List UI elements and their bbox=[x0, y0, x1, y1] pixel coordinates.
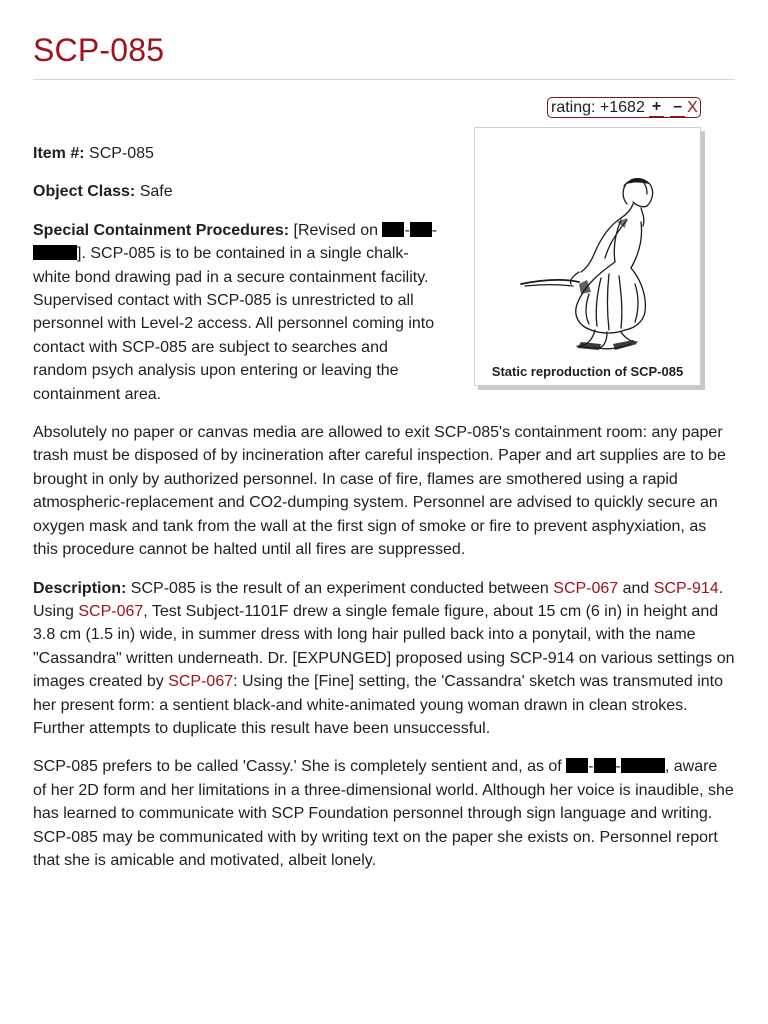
rating-module bbox=[547, 97, 701, 118]
description-text: , Test Subject-1101F drew a single female figure, about 15 cm (6 in) in height and 3.8 cm (1.5 in) wide, in summer dress with long hair pulled back into a ponytail, with the name "Cassandra" written underneath. Dr. [EXPUNGED] proposed using SCP-914 on various settings on images created by bbox=[33, 602, 735, 691]
page-title: SCP-085 bbox=[33, 32, 165, 68]
description-paragraph bbox=[33, 577, 735, 741]
containment-text-start: [Revised on bbox=[293, 221, 383, 239]
rate-up-button[interactable]: + bbox=[649, 98, 664, 117]
description-text: and bbox=[618, 579, 654, 597]
rate-down-button[interactable]: – bbox=[670, 98, 685, 117]
article-body bbox=[33, 142, 735, 887]
object-class-label: Object Class: bbox=[33, 183, 136, 201]
containment-procedures bbox=[33, 219, 443, 406]
image-caption: Static reproduction of SCP-085 bbox=[491, 364, 684, 379]
containment-paragraph-2: Absolutely no paper or canvas media are allowed to exit SCP-085's containment room: any paper trash must be disposed of by incineration after careful inspection. Paper and art supplies are to be brought in only by authorized personnel. In case of fire, flames are smothered using a rapid atmospheric-replacement and CO2-dumping system. Personnel are advised to quickly secure an oxygen mask and tank from the wall at the first sign of smoke or fire to prevent asphyxiation, as this procedure cannot be halted until all fires are suppressed. bbox=[33, 424, 726, 559]
date-separator: - bbox=[431, 221, 438, 239]
redaction-bar bbox=[33, 245, 77, 260]
title-divider bbox=[33, 79, 735, 80]
redaction-bar bbox=[566, 758, 588, 773]
description-text: : Using the [Fine] setting, the 'Cassandra' sketch was transmuted into her present form: a sentient black-and white-animated young woman drawn in clean strokes. Further attempts to duplicate this result have been unsuccessful. bbox=[33, 673, 724, 737]
link-scp-067[interactable]: SCP-067 bbox=[78, 602, 144, 620]
item-number-label: Item #: bbox=[33, 145, 85, 162]
item-number-line bbox=[33, 142, 735, 165]
description-text: , aware of her 2D form and her limitations in a three-dimensional world. Although her voice is inaudible, she has learned to communicate with SCP Foundation personnel through sign language and writing. SCP-085 may be communicated with by writing text on the paper she exists on. Personnel report that she is amicable and motivated, albeit lonely. bbox=[33, 758, 734, 869]
description-text: SCP-085 is the result of an experiment conducted between bbox=[130, 579, 554, 597]
description-text: . Using bbox=[33, 579, 724, 620]
redaction-bar bbox=[594, 758, 616, 773]
object-class-line bbox=[33, 180, 735, 203]
link-scp-067[interactable]: SCP-067 bbox=[168, 673, 234, 691]
redaction-bar bbox=[382, 222, 404, 237]
rating-value: rating: +1682 bbox=[551, 99, 645, 116]
redaction-bar bbox=[621, 758, 665, 773]
link-scp-914[interactable]: SCP-914 bbox=[653, 579, 719, 597]
rate-cancel-button[interactable]: X bbox=[687, 99, 698, 116]
date-separator: - bbox=[615, 758, 621, 776]
object-class-value: Safe bbox=[139, 183, 173, 201]
containment-label: Special Containment Procedures: bbox=[33, 221, 290, 239]
item-number-value: SCP-085 bbox=[89, 145, 154, 162]
description-label: Description: bbox=[33, 579, 127, 597]
date-separator: - bbox=[588, 758, 594, 776]
description-text: SCP-085 prefers to be called 'Cassy.' She is completely sentient and, as of bbox=[33, 758, 567, 776]
date-separator: - bbox=[404, 221, 410, 239]
redaction-bar bbox=[410, 222, 432, 237]
containment-text: ]. SCP-085 is to be contained in a single chalk-white bond drawing pad in a secure containment facility. Supervised contact with SCP-085 is unrestricted to all personnel with Level-2 access. All personnel coming into contact with SCP-085 are subject to searches and random psych analysis upon entering or leaving the containment area. bbox=[33, 245, 435, 403]
link-scp-067[interactable]: SCP-067 bbox=[553, 579, 619, 597]
description-paragraph-2 bbox=[33, 755, 735, 872]
